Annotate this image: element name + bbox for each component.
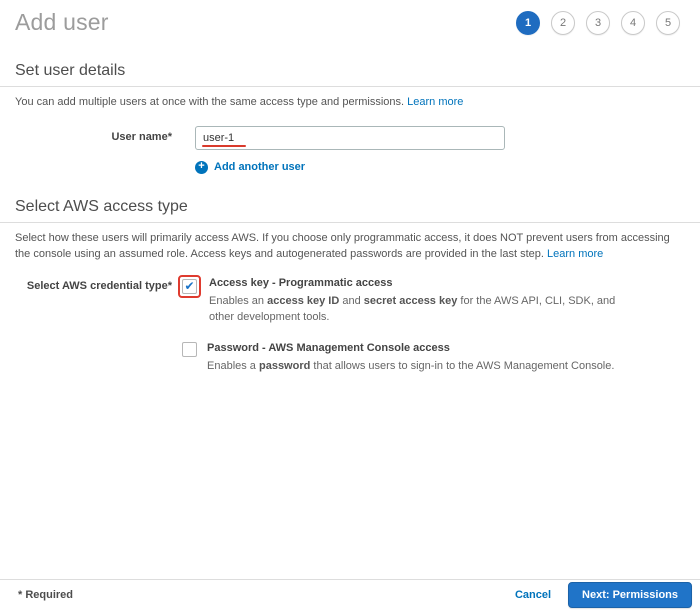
credential-options <box>178 277 623 375</box>
plus-circle-icon: + <box>195 161 208 174</box>
access-key-option-desc <box>209 293 623 326</box>
add-another-user-label: Add another user <box>214 161 306 174</box>
user-details-section <box>0 62 700 174</box>
user-details-description <box>0 87 690 111</box>
username-input-wrap <box>195 126 505 150</box>
step-5-indicator[interactable]: 5 <box>656 11 680 35</box>
credential-type-label: Select AWS credential type* <box>26 279 172 292</box>
access-key-option-title: Access key - Programmatic access <box>209 276 393 289</box>
desc-bold: secret access key <box>363 294 458 307</box>
username-row <box>0 126 700 174</box>
access-type-description <box>0 223 690 263</box>
access-key-option-text <box>209 277 623 326</box>
page-header <box>0 0 700 36</box>
required-note: * Required <box>18 589 74 601</box>
learn-more-link-access-type[interactable]: Learn more <box>547 247 604 260</box>
next-permissions-button[interactable]: Next: Permissions <box>568 582 692 608</box>
step-1-indicator[interactable]: 1 <box>516 11 540 35</box>
wizard-step-indicator <box>516 11 680 35</box>
password-option-title: Password - AWS Management Console access <box>207 341 450 354</box>
learn-more-link-user-details[interactable]: Learn more <box>407 96 464 108</box>
password-option <box>178 342 623 375</box>
username-field-col <box>195 126 505 174</box>
red-annotation-box <box>178 275 201 298</box>
desc-bold: password <box>258 359 311 372</box>
desc-text: and <box>339 294 364 307</box>
page-title: Add user <box>15 9 109 35</box>
cancel-button[interactable]: Cancel <box>514 589 552 601</box>
credential-type-row <box>0 277 700 375</box>
step-2-indicator[interactable]: 2 <box>551 11 575 35</box>
access-key-option <box>178 277 623 326</box>
red-annotation-underline <box>202 145 246 147</box>
password-checkbox[interactable] <box>182 342 197 357</box>
add-another-user-button[interactable] <box>195 161 305 174</box>
desc-text: Enables an <box>209 294 268 307</box>
desc-text: that allows users to sign-in to the AWS Management Console. <box>310 359 615 372</box>
password-option-desc <box>207 358 614 375</box>
step-4-indicator[interactable]: 4 <box>621 11 645 35</box>
access-type-heading: Select AWS access type <box>15 197 188 215</box>
access-key-checkbox[interactable] <box>182 279 197 294</box>
step-3-indicator[interactable]: 3 <box>586 11 610 35</box>
desc-text: for the AWS API, CLI, SDK, and other development tools. <box>209 294 616 324</box>
access-type-description-text: Select how these users will primarily access AWS. If you choose only programmatic access, it does NOT prevent users from accessing the console using an assumed role. Access keys and autogenerated passwords are provided in the last step. <box>15 231 670 260</box>
desc-bold: access key ID <box>267 294 340 307</box>
user-details-description-text: You can add multiple users at once with the same access type and permissions. <box>15 96 405 108</box>
username-label: User name* <box>111 130 172 143</box>
wizard-footer <box>0 579 700 610</box>
desc-text: Enables a <box>207 359 259 372</box>
access-type-section <box>0 198 700 374</box>
user-details-heading: Set user details <box>15 62 126 79</box>
footer-actions <box>515 582 692 608</box>
checkmark-icon: ✔ <box>184 279 195 294</box>
password-option-text <box>207 342 614 375</box>
